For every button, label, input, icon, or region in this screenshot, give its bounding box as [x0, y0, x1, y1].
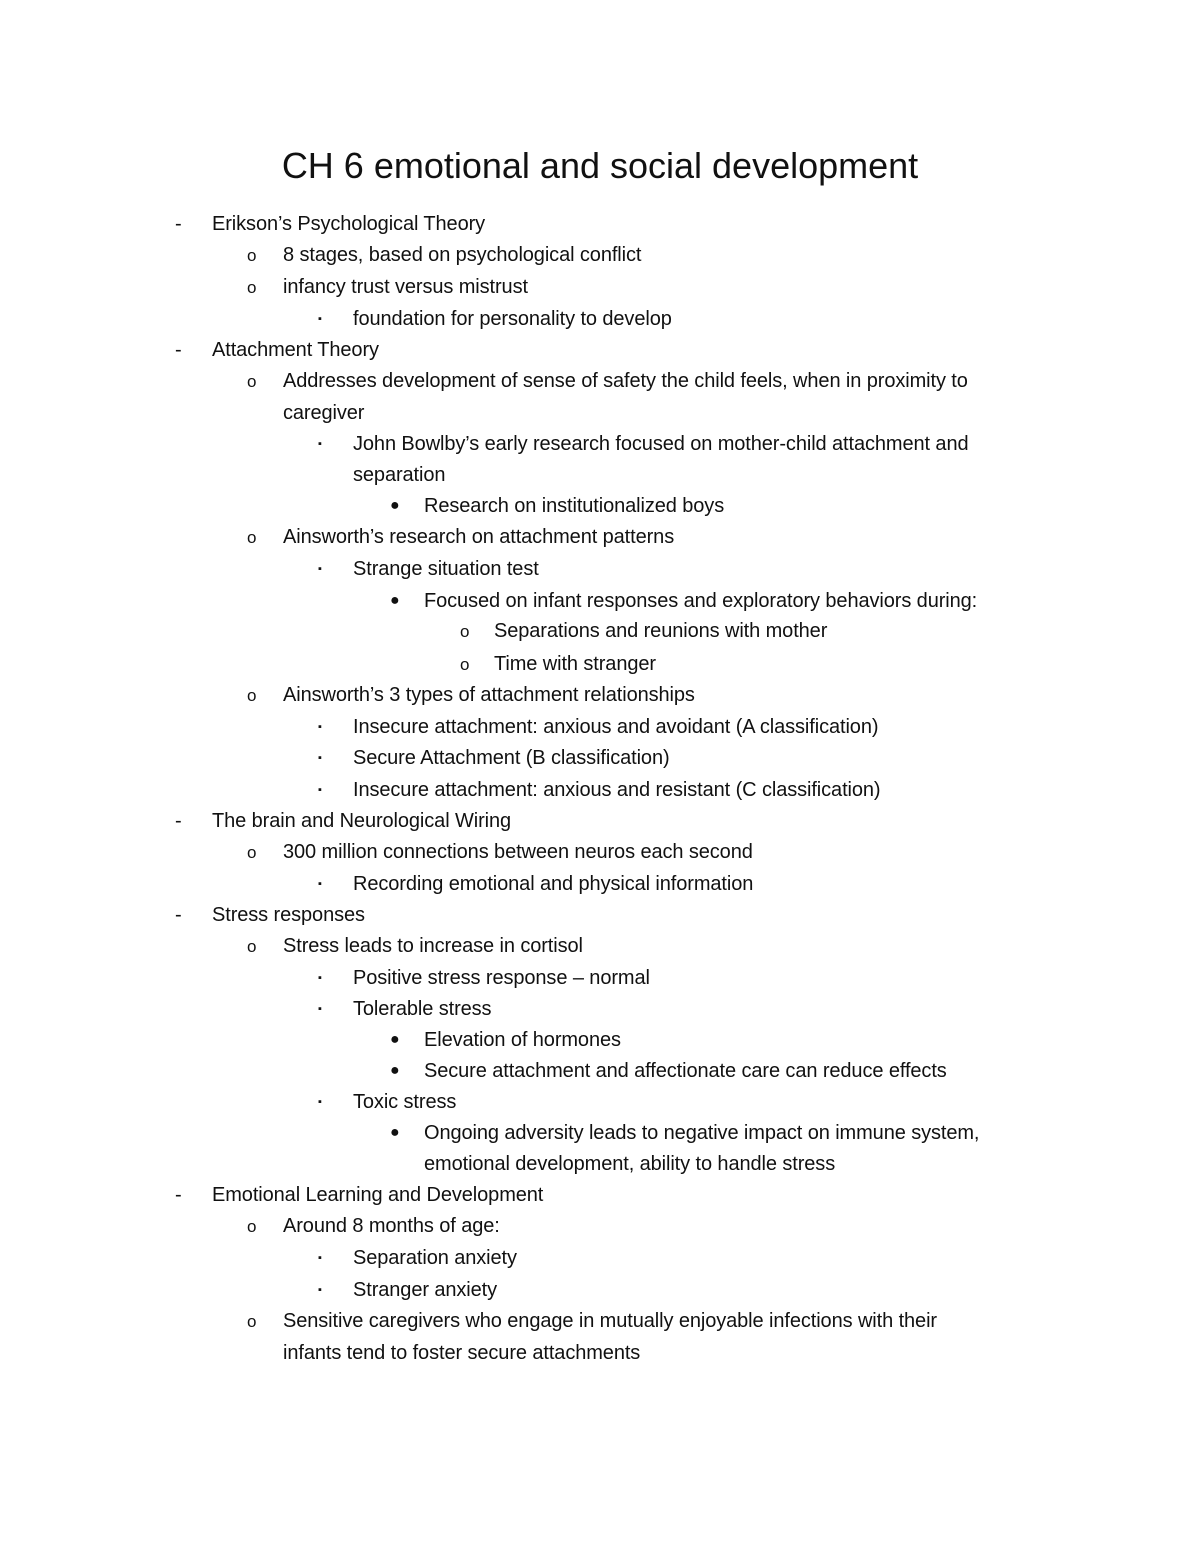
outline-item	[0, 994, 1200, 1024]
dash-marker-icon: -	[175, 810, 182, 832]
outline-item	[0, 837, 1200, 867]
dash-marker-icon: -	[175, 904, 182, 926]
circle-marker-icon: o	[247, 1217, 257, 1236]
outline-item-text: Secure attachment and affectionate care can reduce effects	[424, 1060, 947, 1082]
outline-item-text: Separation anxiety	[353, 1247, 517, 1269]
outline-item-text: Attachment Theory	[212, 339, 379, 361]
outline-item	[0, 586, 1200, 616]
outline-item-text: Emotional Learning and Development	[212, 1184, 544, 1206]
outline-item-text: caregiver	[283, 402, 365, 424]
square-marker-icon: ▪	[318, 1252, 322, 1264]
outline-item-text: Stranger anxiety	[353, 1279, 498, 1301]
outline-item-text: Around 8 months of age:	[283, 1215, 500, 1237]
outline-item-text: Ainsworth’s research on attachment patterns	[283, 526, 675, 548]
outline-item-continuation	[0, 460, 1200, 490]
outline-item	[0, 931, 1200, 961]
circle-marker-icon: o	[247, 372, 257, 391]
outline-item	[0, 1211, 1200, 1241]
outline-item	[0, 209, 1200, 239]
outline-item-text: Ongoing adversity leads to negative impact on immune system,	[424, 1122, 980, 1144]
outline-item-text: Tolerable stress	[353, 998, 492, 1020]
dot-marker-icon: ●	[390, 1062, 400, 1079]
outline-item	[0, 491, 1200, 521]
dot-marker-icon: ●	[390, 1124, 400, 1141]
outline-item	[0, 1243, 1200, 1273]
outline-item-text: Toxic stress	[353, 1091, 457, 1113]
outline-item-text: Addresses development of sense of safety the child feels, when in proximity to	[283, 370, 968, 392]
square-marker-icon: ▪	[318, 784, 322, 796]
outline-item-text: Positive stress response – normal	[353, 967, 650, 989]
circle-marker-icon: o	[460, 622, 470, 641]
square-marker-icon: ▪	[318, 878, 322, 890]
outline-item	[0, 335, 1200, 365]
outline-item-text: infants tend to foster secure attachments	[283, 1342, 641, 1364]
outline-item-text: foundation for personality to develop	[353, 308, 672, 330]
outline-item	[0, 1306, 1200, 1336]
square-marker-icon: ▪	[318, 1284, 322, 1296]
circle-marker-icon: o	[247, 843, 257, 862]
dash-marker-icon: -	[175, 1184, 182, 1206]
outline-item-continuation	[0, 1149, 1200, 1179]
dash-marker-icon: -	[175, 339, 182, 361]
outline-item-text: Sensitive caregivers who engage in mutually enjoyable infections with their	[283, 1310, 937, 1332]
outline-item-text: Erikson’s Psychological Theory	[212, 213, 486, 235]
outline-item	[0, 680, 1200, 710]
outline-item-continuation	[0, 1338, 1200, 1368]
dot-marker-icon: ●	[390, 592, 400, 609]
outline-item-text: Time with stranger	[494, 653, 656, 675]
circle-marker-icon: o	[247, 528, 257, 547]
outline-item-text: Focused on infant responses and exploratory behaviors during:	[424, 590, 978, 612]
outline-item	[0, 304, 1200, 334]
circle-marker-icon: o	[247, 278, 257, 297]
outline-item-text: separation	[353, 464, 446, 486]
outline-item-text: Secure Attachment (B classification)	[353, 747, 670, 769]
outline-item	[0, 366, 1200, 396]
outline-item	[0, 1180, 1200, 1210]
page-title: CH 6 emotional and social development	[281, 145, 919, 186]
outline-item	[0, 522, 1200, 552]
outline-item	[0, 963, 1200, 993]
circle-marker-icon: o	[247, 1312, 257, 1331]
outline-item-text: Insecure attachment: anxious and avoidant (A classification)	[353, 716, 879, 738]
outline-item	[0, 900, 1200, 930]
outline-item	[0, 1056, 1200, 1086]
outline-item	[0, 1118, 1200, 1148]
dot-marker-icon: ●	[390, 497, 400, 514]
outline-item	[0, 775, 1200, 805]
outline-item-continuation	[0, 398, 1200, 428]
outline-item	[0, 743, 1200, 773]
square-marker-icon: ▪	[318, 313, 322, 325]
square-marker-icon: ▪	[318, 438, 322, 450]
dot-marker-icon: ●	[390, 1031, 400, 1048]
circle-marker-icon: o	[460, 655, 470, 674]
outline-item-text: Separations and reunions with mother	[494, 620, 828, 642]
outline-item-text: 300 million connections between neuros each second	[283, 841, 753, 863]
outline-item-text: 8 stages, based on psychological conflict	[283, 244, 642, 266]
square-marker-icon: ▪	[318, 1003, 322, 1015]
outline-item	[0, 649, 1200, 679]
outline-item	[0, 806, 1200, 836]
dash-marker-icon: -	[175, 213, 182, 235]
circle-marker-icon: o	[247, 937, 257, 956]
square-marker-icon: ▪	[318, 563, 322, 575]
outline-item	[0, 429, 1200, 459]
outline-item	[0, 616, 1200, 646]
outline-item-text: John Bowlby’s early research focused on mother-child attachment and	[353, 433, 969, 455]
outline-item-text: emotional development, ability to handle stress	[424, 1153, 836, 1175]
outline-item	[0, 869, 1200, 899]
circle-marker-icon: o	[247, 686, 257, 705]
outline-item	[0, 240, 1200, 270]
outline-item	[0, 1275, 1200, 1305]
square-marker-icon: ▪	[318, 752, 322, 764]
square-marker-icon: ▪	[318, 721, 322, 733]
outline-item-text: Stress leads to increase in cortisol	[283, 935, 583, 957]
outline-item-text: The brain and Neurological Wiring	[212, 810, 512, 832]
outline-item	[0, 554, 1200, 584]
outline-item-text: Ainsworth’s 3 types of attachment relationships	[283, 684, 695, 706]
circle-marker-icon: o	[247, 246, 257, 265]
outline-item-text: Strange situation test	[353, 558, 539, 580]
square-marker-icon: ▪	[318, 1096, 322, 1108]
outline-item-text: Research on institutionalized boys	[424, 495, 725, 517]
outline-item-text: Elevation of hormones	[424, 1029, 621, 1051]
outline-item	[0, 1087, 1200, 1117]
outline-item	[0, 712, 1200, 742]
square-marker-icon: ▪	[318, 972, 322, 984]
outline-item-text: Insecure attachment: anxious and resistant (C classification)	[353, 779, 881, 801]
outline-item-text: Recording emotional and physical information	[353, 873, 754, 895]
outline-item	[0, 1025, 1200, 1055]
outline-item-text: Stress responses	[212, 904, 365, 926]
outline-item-text: infancy trust versus mistrust	[283, 276, 528, 298]
outline-item	[0, 272, 1200, 302]
